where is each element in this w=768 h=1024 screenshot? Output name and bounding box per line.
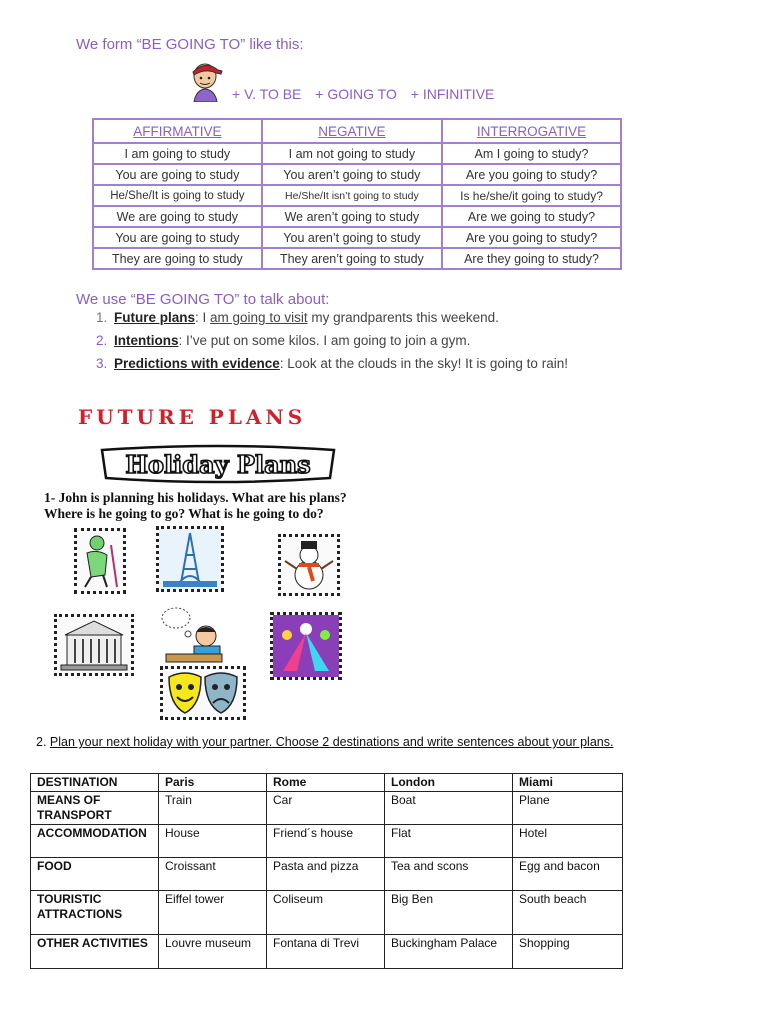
- table-cell: They aren’t going to study: [262, 248, 442, 269]
- museum-icon: [54, 614, 134, 676]
- form-title: We form “BE GOING TO” like this:: [76, 36, 304, 53]
- snowman-icon: [278, 534, 340, 596]
- uses-list: [96, 306, 568, 375]
- future-plans-title: FUTURE PLANS: [78, 405, 307, 429]
- table-row: [93, 248, 621, 269]
- holiday-plan-table: [30, 773, 623, 969]
- table-cell: Are you going to study?: [442, 227, 621, 248]
- table-row: [31, 858, 623, 891]
- table-cell: OTHER ACTIVITIES: [31, 935, 159, 969]
- eiffel-tower-icon: [156, 526, 224, 592]
- table-cell: Miami: [513, 774, 623, 792]
- use-text: : I: [195, 310, 211, 325]
- table-cell: We are going to study: [93, 206, 262, 227]
- table-row: [31, 774, 623, 792]
- table-cell: Are they going to study?: [442, 248, 621, 269]
- conjugation-header-row: [93, 119, 621, 143]
- table-cell: Eiffel tower: [159, 891, 267, 935]
- table-row: [31, 792, 623, 825]
- table-cell: Friend´s house: [267, 825, 385, 858]
- use-text: : Look at the clouds in the sky! It is going to rain!: [279, 356, 568, 371]
- table-cell: Coliseum: [267, 891, 385, 935]
- table-cell: I am not going to study: [262, 143, 442, 164]
- question-line: Where is he going to go? What is he going to do?: [44, 506, 324, 521]
- disco-party-icon: [270, 612, 342, 680]
- use-title: We use “BE GOING TO” to talk about:: [76, 291, 330, 308]
- list-item: [96, 329, 568, 352]
- list-number: 1.: [96, 310, 108, 325]
- table-cell: You aren’t going to study: [262, 164, 442, 185]
- table-row: [93, 164, 621, 185]
- list-number: 3.: [96, 356, 108, 371]
- list-item: [96, 306, 568, 329]
- formula-part: + GOING TO: [315, 86, 397, 102]
- table-cell: He/She/It isn’t going to study: [262, 185, 442, 206]
- task-text: Plan your next holiday with your partner. Choose 2 destinations and write sentences about your plans.: [49, 735, 614, 749]
- table-row: [93, 227, 621, 248]
- table-cell: Louvre museum: [159, 935, 267, 969]
- table-cell: You are going to study: [93, 227, 262, 248]
- table-cell: We aren’t going to study: [262, 206, 442, 227]
- use-label: Future plans: [114, 310, 196, 325]
- table-row: [93, 143, 621, 164]
- question-1: [44, 490, 347, 522]
- task-number: 2.: [36, 735, 47, 749]
- table-cell: Pasta and pizza: [267, 858, 385, 891]
- list-number: 2.: [96, 333, 108, 348]
- table-row: [31, 825, 623, 858]
- formula-part: + V. TO BE: [232, 86, 302, 102]
- header-interrogative: INTERROGATIVE: [442, 119, 621, 143]
- table-cell: Tea and scons: [385, 858, 513, 891]
- conjugation-table: [92, 118, 622, 270]
- header-negative: NEGATIVE: [262, 119, 442, 143]
- table-cell: Shopping: [513, 935, 623, 969]
- table-cell: They are going to study: [93, 248, 262, 269]
- use-highlight: am going to visit: [210, 310, 308, 325]
- table-cell: MEANS OF TRANSPORT: [31, 792, 159, 825]
- table-cell: Big Ben: [385, 891, 513, 935]
- formula: [232, 86, 504, 102]
- table-cell: Fontana di Trevi: [267, 935, 385, 969]
- table-cell: House: [159, 825, 267, 858]
- table-cell: You aren’t going to study: [262, 227, 442, 248]
- list-item: [96, 352, 568, 375]
- skier-icon: [74, 528, 126, 594]
- table-cell: DESTINATION: [31, 774, 159, 792]
- table-cell: Buckingham Palace: [385, 935, 513, 969]
- table-cell: ACCOMMODATION: [31, 825, 159, 858]
- table-cell: Hotel: [513, 825, 623, 858]
- task-2-instructions: [36, 735, 613, 749]
- table-cell: South beach: [513, 891, 623, 935]
- table-cell: Flat: [385, 825, 513, 858]
- table-cell: He/She/It is going to study: [93, 185, 262, 206]
- question-line: 1- John is planning his holidays. What are his plans?: [44, 490, 347, 505]
- table-cell: Plane: [513, 792, 623, 825]
- table-row: [93, 206, 621, 227]
- table-cell: Are we going to study?: [442, 206, 621, 227]
- table-cell: You are going to study: [93, 164, 262, 185]
- holiday-plans-banner: [98, 444, 338, 484]
- thinking-boy-icon: [158, 606, 228, 666]
- use-text: : I’ve put on some kilos. I am going to join a gym.: [178, 333, 471, 348]
- table-cell: London: [385, 774, 513, 792]
- header-affirmative: AFFIRMATIVE: [93, 119, 262, 143]
- use-label: Predictions with evidence: [114, 356, 280, 371]
- table-row: [93, 185, 621, 206]
- table-cell: I am going to study: [93, 143, 262, 164]
- formula-part: + INFINITIVE: [410, 86, 495, 102]
- use-label: Intentions: [114, 333, 179, 348]
- table-cell: Are you going to study?: [442, 164, 621, 185]
- table-row: [31, 935, 623, 969]
- table-cell: Egg and bacon: [513, 858, 623, 891]
- table-cell: Croissant: [159, 858, 267, 891]
- use-text: my grandparents this weekend.: [307, 310, 499, 325]
- table-row: [31, 891, 623, 935]
- table-cell: Rome: [267, 774, 385, 792]
- boy-cartoon-icon: [188, 60, 228, 102]
- table-cell: Am I going to study?: [442, 143, 621, 164]
- table-cell: Boat: [385, 792, 513, 825]
- table-cell: FOOD: [31, 858, 159, 891]
- table-cell: TOURISTIC ATTRACTIONS: [31, 891, 159, 935]
- table-cell: Car: [267, 792, 385, 825]
- table-cell: Train: [159, 792, 267, 825]
- theatre-masks-icon: [160, 666, 246, 720]
- table-cell: Paris: [159, 774, 267, 792]
- banner-text: Holiday Plans: [125, 450, 311, 479]
- table-cell: Is he/she/it going to study?: [442, 185, 621, 206]
